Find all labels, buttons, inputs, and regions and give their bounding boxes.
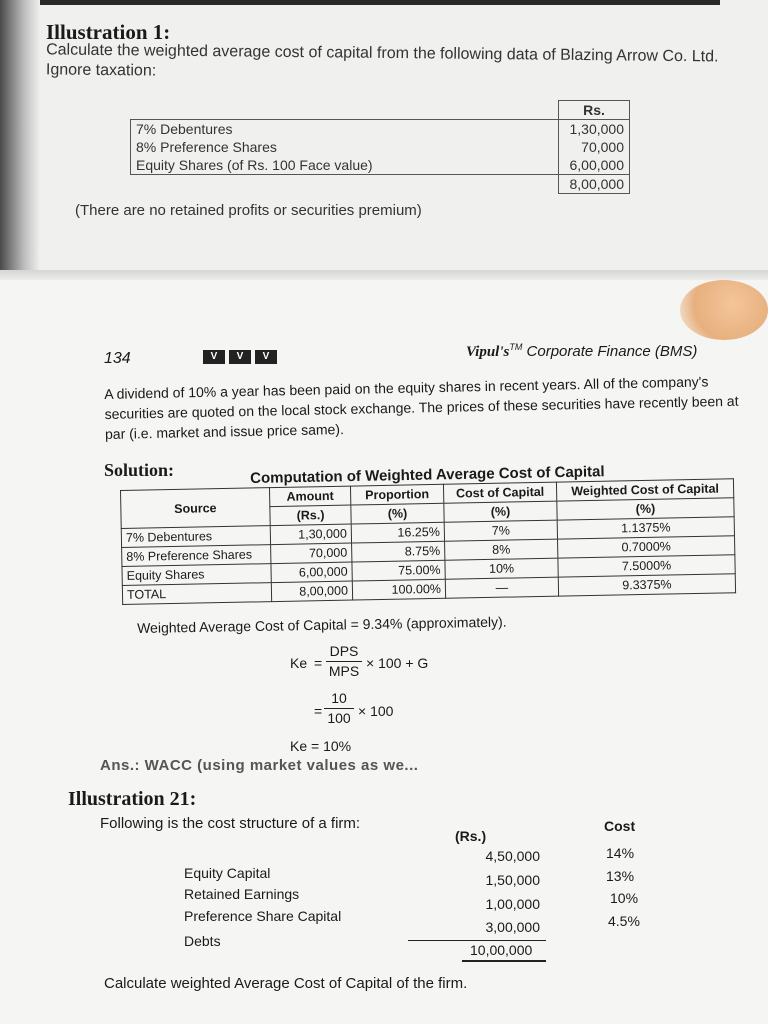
question-text: Calculate weighted Average Cost of Capital of the firm. — [104, 975, 468, 992]
amount: 1,30,000 — [270, 524, 351, 545]
cost-item-amount: 4,50,000 — [485, 848, 540, 864]
cost-item-rate: 13% — [606, 868, 635, 884]
cost-header: Cost — [604, 818, 636, 834]
illustration-21-title: Illustration 21: — [68, 788, 197, 810]
solution-heading: Solution: — [104, 460, 175, 480]
formula-denominator: 100 — [327, 710, 351, 726]
illustration-21-text: Following is the cost structure of a firm: — [100, 815, 361, 832]
proportion: 75.00% — [352, 560, 445, 581]
proportion: 100.00% — [352, 579, 445, 600]
source: 8% Preference Shares — [122, 545, 271, 567]
finger-blur — [680, 280, 768, 340]
row-label: 7% Debentures — [131, 120, 559, 139]
weighted: 7.5000% — [558, 555, 735, 577]
answer-partial: Ans.: WACC (using market values as we... — [100, 757, 419, 774]
total-rule — [408, 940, 546, 941]
logo-letter: V — [255, 350, 277, 364]
logo-letter: V — [203, 350, 225, 364]
weighted: 9.3375% — [558, 574, 735, 596]
logo-letter: V — [229, 350, 251, 364]
formula-tail: × 100 + G — [366, 655, 429, 671]
amount: 6,00,000 — [271, 562, 352, 583]
cost-item-label: Preference Share Capital — [184, 908, 342, 924]
cost-item-label: Equity Capital — [184, 865, 271, 881]
total-amount: 8,00,000 — [559, 175, 630, 194]
book-brand: Vipul's — [466, 344, 510, 360]
source: Equity Shares — [122, 564, 271, 586]
total-amount: 10,00,000 — [470, 942, 533, 958]
formula-ke: Ke — [290, 655, 308, 671]
col-amount: Amount — [269, 486, 350, 507]
cost-item-rate: 14% — [606, 845, 635, 861]
illustration-1-text: Calculate the weighted average cost of capital from the following data of Blazing Arrow Co. Ltd. Ignore taxation: — [45, 41, 719, 80]
formula-denominator: MPS — [328, 663, 360, 679]
row-label: Equity Shares (of Rs. 100 Face value) — [131, 156, 559, 175]
weighted: 1.1375% — [557, 517, 734, 539]
table-total-row — [131, 175, 630, 194]
row-label: 8% Preference Shares — [131, 138, 559, 156]
cost: 10% — [445, 558, 558, 579]
top-rule — [40, 0, 720, 5]
formula-eq: = — [314, 703, 323, 719]
proportion: 16.25% — [351, 522, 444, 543]
table-row — [131, 120, 630, 139]
cost-item-rate: 4.5% — [608, 913, 640, 929]
amount: 8,00,000 — [271, 581, 352, 602]
table-row — [131, 138, 630, 156]
amount: 70,000 — [271, 543, 352, 564]
table-row — [131, 156, 630, 175]
computation-title: Computation of Weighted Average Cost of Capital — [250, 463, 605, 487]
trademark: TM — [509, 342, 523, 352]
wacc-table — [120, 478, 736, 605]
wacc-statement: Weighted Average Cost of Capital = 9.34% (approximately). — [137, 613, 507, 636]
col-weighted: Weighted Cost of Capital — [556, 479, 733, 501]
illustration-1-table — [130, 100, 630, 194]
col-source: Source — [121, 488, 271, 529]
illustration-1-title: Illustration 1: — [46, 20, 171, 44]
rs-header: (Rs.) — [455, 828, 487, 844]
page-divider — [0, 270, 768, 280]
ke-result: Ke = 10% — [290, 738, 352, 754]
weighted: 0.7000% — [558, 536, 735, 558]
row-amount: 6,00,000 — [559, 156, 630, 175]
illustration-1-note: (There are no retained profits or securities premium) — [75, 202, 422, 219]
col-proportion: Proportion — [350, 484, 443, 505]
row-amount: 70,000 — [559, 138, 630, 156]
book-title-rest: Corporate Finance (BMS) — [522, 343, 698, 360]
table-header-row — [131, 101, 630, 120]
cost: 8% — [445, 539, 558, 560]
page-number: 134 — [104, 350, 131, 367]
formula-eq: = — [314, 655, 323, 671]
proportion: 8.75% — [352, 541, 445, 562]
total-double-rule — [462, 960, 546, 962]
cost-item-label: Retained Earnings — [184, 886, 300, 902]
formula-numerator: DPS — [329, 643, 359, 659]
cost-item-label: Debts — [184, 933, 221, 949]
source: 7% Debentures — [121, 526, 270, 548]
source: TOTAL — [122, 583, 271, 605]
cost-item-amount: 1,50,000 — [485, 872, 540, 888]
cost-item-amount: 1,00,000 — [485, 896, 540, 912]
formula-numerator: 10 — [331, 690, 347, 706]
page-shadow — [0, 0, 40, 270]
problem-paragraph: A dividend of 10% a year has been paid on the equity shares in recent years. All of the company's securities are quoted on the local stock exchange. The prices of these securities have recently been at par (i.e. market and issue price same). — [104, 373, 739, 442]
book-title — [466, 342, 697, 361]
unit-proportion: (%) — [351, 503, 444, 524]
cost-item-rate: 10% — [610, 890, 639, 906]
unit-weighted: (%) — [557, 498, 734, 520]
unit-cost: (%) — [444, 501, 557, 522]
fraction-bar — [324, 708, 354, 709]
col-cost: Cost of Capital — [443, 482, 556, 503]
row-amount: 1,30,000 — [559, 120, 630, 139]
fraction-bar — [326, 661, 362, 662]
cost: — — [445, 577, 558, 598]
cost: 7% — [444, 520, 557, 541]
publisher-logo — [203, 350, 277, 364]
cost-item-amount: 3,00,000 — [485, 919, 540, 935]
formula-tail: × 100 — [358, 703, 394, 719]
unit-amount: (Rs.) — [270, 505, 351, 526]
currency-header: Rs. — [559, 101, 630, 120]
